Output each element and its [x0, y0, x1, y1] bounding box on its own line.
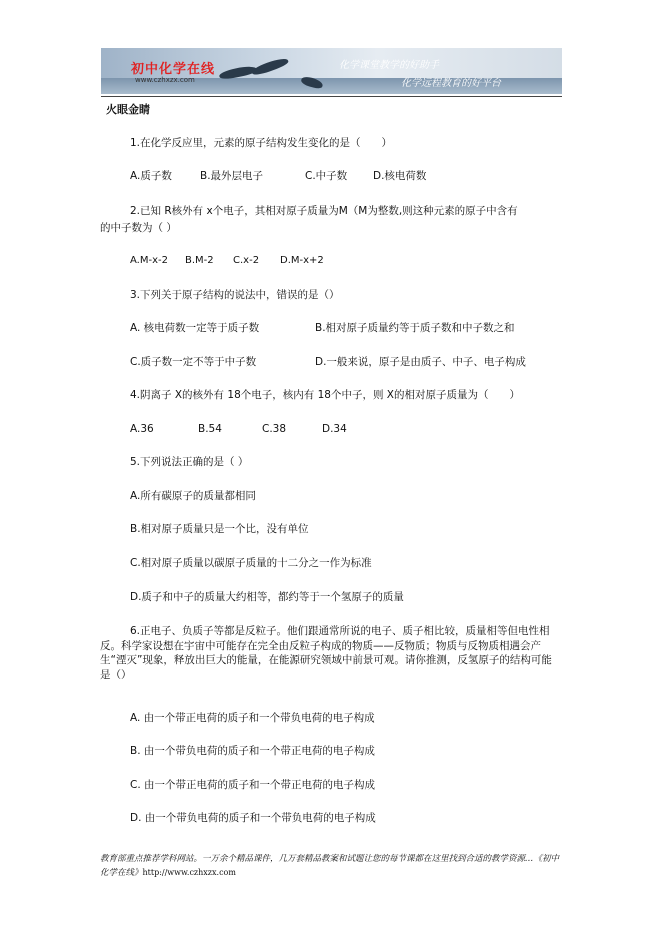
option: D.34	[322, 423, 347, 435]
slogan-2: 化学远程教育的好平台	[401, 78, 501, 89]
question-4-stem: 4.阴离子 X的核外有 18个电子，核内有 18个中子，则 X的相对原子质量为（ ）	[130, 389, 520, 401]
question-6-option-d: D. 由一个带负电荷的质子和一个带负电荷的电子构成	[130, 812, 376, 824]
question-5-option-c: C.相对原子质量以碳原子质量的十二分之一作为标准	[130, 557, 372, 569]
question-3-stem: 3.下列关于原子结构的说法中，错误的是（）	[130, 289, 340, 301]
question-1-stem: 1.在化学反应里，元素的原子结构发生变化的是（ ）	[130, 137, 393, 149]
slogan-1: 化学课堂教学的好助手	[339, 60, 439, 71]
option: A. 核电荷数一定等于质子数	[130, 322, 260, 334]
option: D.核电荷数	[373, 170, 427, 182]
question-5-option-b: B.相对原子质量只是一个比，没有单位	[130, 523, 309, 535]
site-logo[interactable]: 初中化学在线	[131, 62, 216, 77]
option: B.M-2	[185, 255, 214, 266]
option: A.质子数	[130, 170, 172, 182]
header-banner	[101, 48, 562, 94]
question-6-option-c: C. 由一个带正电荷的质子和一个带正电荷的电子构成	[130, 779, 376, 791]
footer-text: 教育部重点推荐学科网站。一万余个精品课件，几万套精品教案和试题让您的每节课都在这里找到合适的教学资源…《初中化学在线》	[100, 854, 560, 878]
question-5-option-d: D.质子和中子的质量大约相等，都约等于一个氢原子的质量	[130, 591, 404, 603]
option: C.x-2	[233, 255, 260, 266]
dolphin-icon	[251, 56, 290, 77]
option: C.中子数	[305, 170, 348, 182]
option: D.一般来说，原子是由质子、中子、电子构成	[315, 356, 526, 368]
question-5-stem: 5.下列说法正确的是（ ）	[130, 456, 249, 468]
question-2-stem-line1: 2.已知 R核外有 x个电子，其相对原子质量为M（M为整数,则这种元素的原子中含有	[130, 205, 518, 217]
question-6-option-b: B. 由一个带负电荷的质子和一个带正电荷的电子构成	[130, 745, 375, 757]
question-6-option-a: A. 由一个带正电荷的质子和一个带负电荷的电子构成	[130, 712, 375, 724]
footer	[100, 853, 562, 880]
question-6-stem: 6.正电子、负质子等都是反粒子。他们跟通常所说的电子、质子相比较，质量相等但电性相反。科学家设想在宇宙中可能存在完全由反粒子构成的物质——反物质；物质与反物质相遇会产生“湮灭”现象，释放出巨大的能量，在能源研究领域中前景可观。请你推测，反氢原子的结构可能是（）	[100, 625, 552, 681]
footer-url[interactable]: http://www.czhxzx.com	[142, 868, 236, 877]
option: A.M-x-2	[130, 255, 168, 266]
option: C.质子数一定不等于中子数	[130, 356, 257, 368]
option: B.最外层电子	[200, 170, 264, 182]
option: A.36	[130, 423, 154, 435]
option: B.相对原子质量约等于质子数和中子数之和	[315, 322, 515, 334]
question-5-option-a: A.所有碳原子的质量都相同	[130, 490, 256, 502]
header-divider	[101, 96, 562, 97]
option: B.54	[198, 423, 222, 435]
option: D.M-x+2	[280, 255, 324, 266]
option: C.38	[262, 423, 287, 435]
question-2-stem-line2: 的中子数为（ ）	[100, 222, 177, 234]
section-title: 火眼金睛	[106, 103, 150, 116]
logo-url: www.czhxzx.com	[135, 76, 195, 84]
